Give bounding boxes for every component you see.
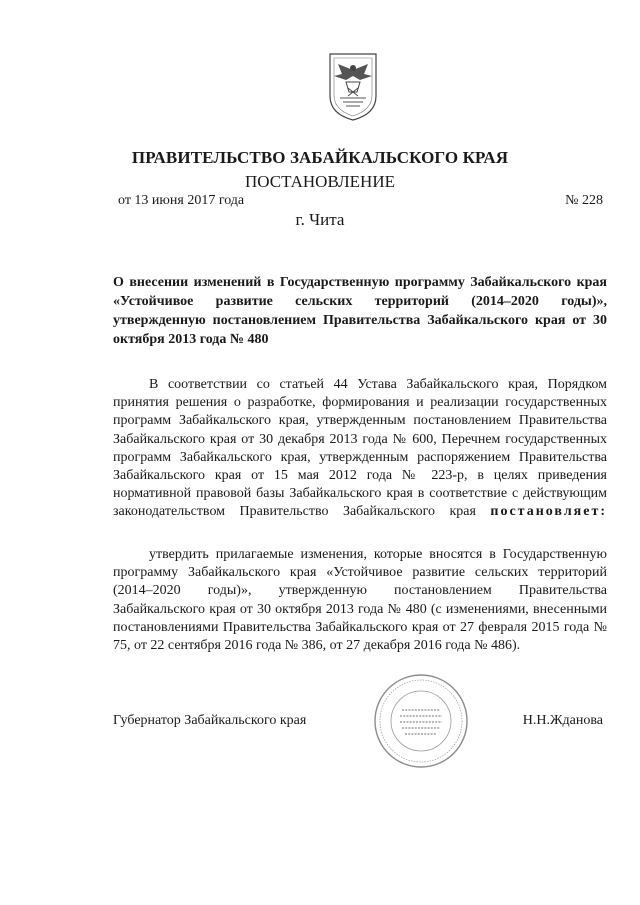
signer-name: Н.Н.Жданова (522, 713, 603, 728)
coat-of-arms-icon (326, 52, 380, 122)
document-date: от 13 июня 2017 года (118, 193, 245, 208)
official-seal-icon (372, 672, 470, 770)
signer-position: Губернатор Забайкальского края (113, 713, 307, 728)
document-subject: О внесении изменений в Государственную программу Забайкальского края «Устойчивое развитие сельских территорий (2014–2020 годы)», утвержденную постановлением Правительства Забайкальского края от 30 октября 2013 года № 480 (113, 275, 607, 347)
organization-title: ПРАВИТЕЛЬСТВО ЗАБАЙКАЛЬСКОГО КРАЯ (131, 148, 509, 167)
document-city: г. Чита (295, 210, 345, 229)
paragraph-resolution: утвердить прилагаемые изменения, которые вносятся в Государственную программу Забайкальского края «Устойчивое развитие сельских территорий (2014–2020 годы)», утвержденную постановлением Правительства Забайкальского края от 30 октября 2013 года № 480 (с изменениями, внесенными постановлениями Правительства Забайкальского края от 27 февраля 2015 года № 75, от 22 сентября 2016 года № 386, от 27 декабря 2016 года № 486). (113, 547, 607, 654)
preamble-text: В соответствии со статьей 44 Устава Забайкальского края, Порядком принятия решения о разработке, формирования и реализации государственных программ Забайкальского края, утвержденным постановлением Правительства Забайкальского края от 30 декабря 2013 года № 600, Перечнем государственных программ Забайкальского края, утвержденным распоряжением Правительства Забайкальского края от 15 мая 2012 года № 223-р, в целях приведения нормативной правовой базы Забайкальского края в соответствие с действующим законодательством Правительство Забайкальского края (113, 377, 607, 520)
resolves-keyword: постановляет: (490, 504, 607, 520)
document-type: ПОСТАНОВЛЕНИЕ (244, 172, 395, 191)
document-number: № 228 (565, 193, 603, 208)
paragraph-preamble (113, 376, 607, 522)
